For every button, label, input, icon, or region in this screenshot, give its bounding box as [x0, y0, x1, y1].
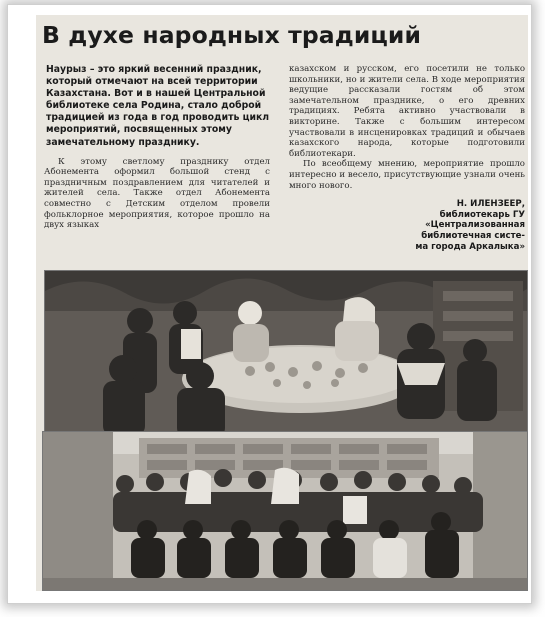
clipping-frame	[7, 4, 532, 604]
left-text-column	[44, 64, 270, 231]
event-photo-group	[42, 431, 528, 591]
article-headline: В духе народных традиций	[42, 21, 422, 49]
photo-table-illustration	[45, 271, 527, 434]
byline-line: библиотекарь ГУ	[439, 209, 525, 220]
byline-line: «Централизованная	[425, 220, 525, 231]
right-text-column	[289, 64, 525, 252]
event-photo-table	[44, 270, 528, 435]
byline-line: библиотечная систе-	[421, 230, 525, 241]
article-paragraph: казахском и русском, его посетили не только школьники, но и жители села. В ходе мероприятия ведущие рассказали гостям об этом замечательном празднике, о его древних традициях. Ребята активно участвовали в викторине. Также с большим интересом участвовали в инсценировках традиций и обычаев казахского народа, которые подготовили библиотекари.	[289, 64, 525, 159]
article-lead: Наурыз – это яркий весенний праздник, который отмечают на всей территории Казахстана. Вот и в нашей Центральной библиотеке села Родина, стало доброй традицией из года в год проводить цикл мероприятий, посвященных этому замечательному празднику.	[46, 64, 270, 148]
byline-author: Н. ИЛЕНЗЕЕР,	[456, 199, 525, 210]
newspaper-clipping	[36, 15, 528, 591]
photo-group-illustration	[43, 432, 527, 590]
byline-line: ма города Аркалыка»	[415, 241, 525, 252]
article-paragraph: К этому светлому празднику отдел Абонемента оформил большой стенд с праздничным поздравлением для читателей и жителей села. Также отдел Абонемента совместно с Детским отделом провели фольклорное мероприятия, которое прошло на двух языках	[44, 156, 270, 231]
article-paragraph: По всеобщему мнению, мероприятие прошло интересно и весело, присутствующие узнали очень много нового.	[289, 159, 525, 191]
article-byline	[289, 199, 525, 252]
